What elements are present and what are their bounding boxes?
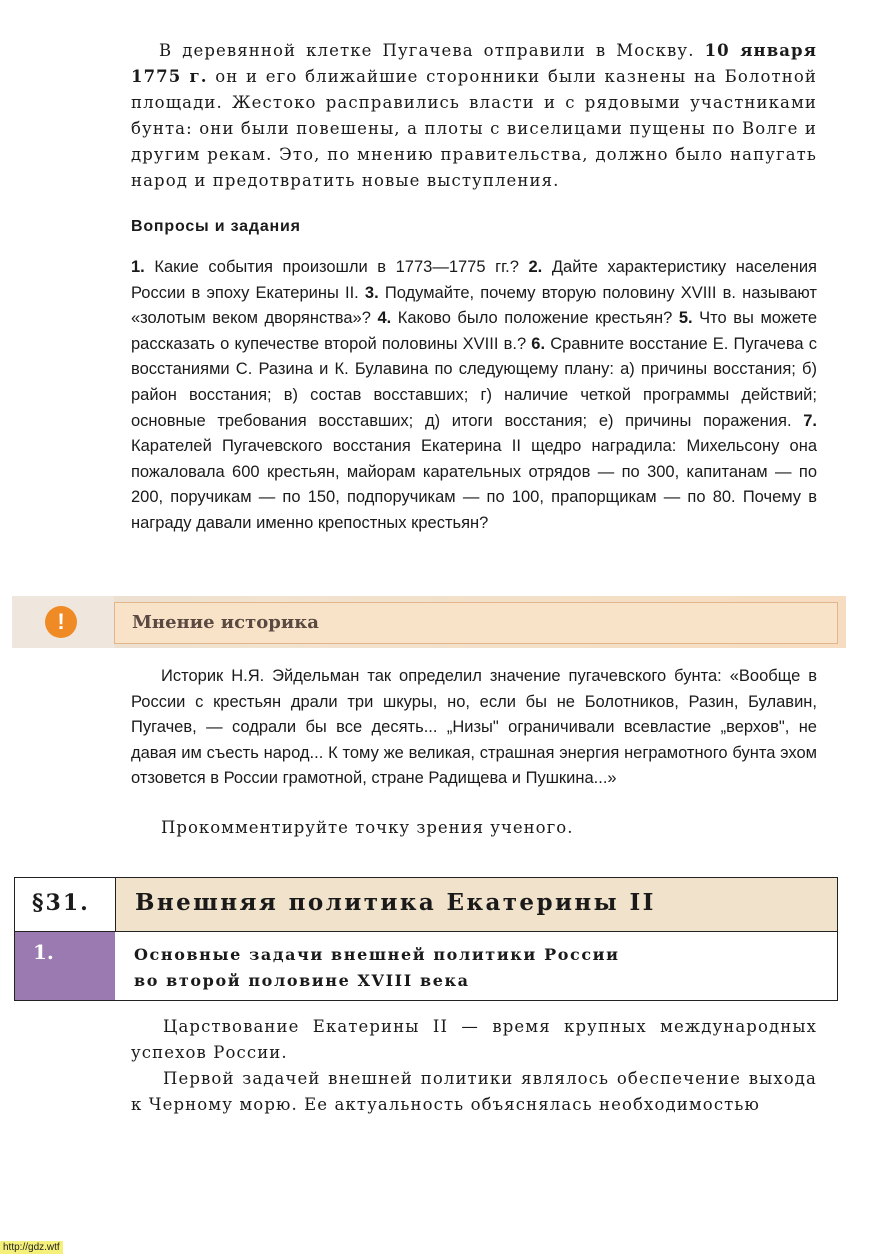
paragraph-number-cell	[15, 878, 116, 932]
intro-text-after: он и его ближайшие сторонники были казнены на Болотной площади. Жестоко расправились власти и с рядовыми участниками бунта: они были повешены, а плоты с виселицами пущены по Волге и другим рекам. Это, по мнению правительства, должно было напугать народ и предотвратить новые выступления.	[131, 67, 817, 190]
watermark-link[interactable]: http://gdz.wtf	[0, 1241, 63, 1254]
paragraph-title-cell	[116, 878, 837, 932]
historian-opinion-banner	[12, 596, 846, 648]
question-text: Карателей Пугачевского восстания Екатерина II щедро наградила: Михельсону она пожаловала 600 крестьян, майорам карательных отрядов — по 300, капитанам — по 200, поручикам — по 150, подпоручикам — по 100, прапорщикам — по 80. Почему в награду давали именно крепостных крестьян?	[131, 437, 817, 532]
section-title-line: Основные задачи внешней политики России	[134, 945, 620, 964]
question-number: 1.	[131, 258, 145, 276]
question-text: Какие события произошли в 1773—1775 гг.?	[144, 258, 529, 276]
questions-list	[131, 255, 817, 537]
question-number: 5.	[678, 309, 693, 328]
question-text: Подумайте, почему вторую половину XVIII в. называют «золотым веком дворянства»?	[131, 283, 817, 328]
question-text: Каково было положение крестьян?	[391, 309, 679, 328]
opinion-title-box	[114, 602, 838, 644]
intro-text-before: В деревянной клетке Пугачева отправили в Москву.	[159, 41, 705, 60]
exclamation-icon: !	[45, 606, 77, 638]
question-number: 2.	[528, 258, 543, 276]
question-number: 7.	[803, 411, 817, 430]
question-number: 3.	[364, 283, 379, 302]
paragraph-header	[14, 877, 838, 1001]
comment-prompt: Прокомментируйте точку зрения ученого.	[161, 818, 574, 837]
intro-text	[131, 38, 817, 194]
section-number: 1.	[33, 940, 54, 964]
historian-quote	[131, 664, 817, 792]
paragraph-title: Внешняя политика Екатерины II	[135, 889, 656, 916]
question-text: Сравните восстание Е. Пугачева с восстаниями С. Разина и К. Булавина по следующему плану: а) причины восстания; б) район восстания; в) состав восставших; г) наличие четкой программы действий; основные требования восставших; д) итоги восстания; е) причины поражения.	[131, 334, 817, 430]
paragraph-number: §31.	[32, 890, 90, 916]
section-title	[134, 942, 620, 994]
section-number-cell	[15, 932, 115, 1000]
opinion-title: Мнение историка	[132, 612, 319, 633]
body-paragraph: Царствование Екатерины II — время крупных международных успехов России.	[131, 1017, 817, 1062]
questions-title: Вопросы и задания	[131, 218, 301, 235]
question-number: 6.	[531, 334, 546, 353]
intro-paragraph	[131, 38, 817, 194]
section-title-cell	[116, 932, 837, 1000]
opinion-icon-area	[12, 596, 114, 648]
historian-quote-text: Историк Н.Я. Эйдельман так определил значение пугачевского бунта: «Вообще в России с крестьян драли три шкуры, но, если бы не Болотников, Разин, Булавин, Пугачев, — содрали бы все десять... „Низы" ограничивали всевластие „верхов", не давая им съесть народ... К тому же великая, страшная энергия неграмотного бунта эхом отзовется в России грамотной, стране Радищева и Пушкина...»	[131, 667, 817, 788]
body-paragraph: Первой задачей внешней политики являлось обеспечение выхода к Черному морю. Ее актуальность объяснялась необходимостью	[131, 1069, 817, 1114]
section-body	[131, 1014, 817, 1118]
question-text: Что вы можете рассказать о купечестве второй половины XVIII в.?	[131, 309, 817, 353]
section-title-line: во второй половине XVIII века	[134, 971, 470, 990]
question-number: 4.	[377, 309, 392, 328]
question-text: Дайте характеристику населения России в эпоху Екатерины II.	[131, 258, 817, 302]
intro-date: 10 января 1775 г.	[131, 41, 817, 86]
